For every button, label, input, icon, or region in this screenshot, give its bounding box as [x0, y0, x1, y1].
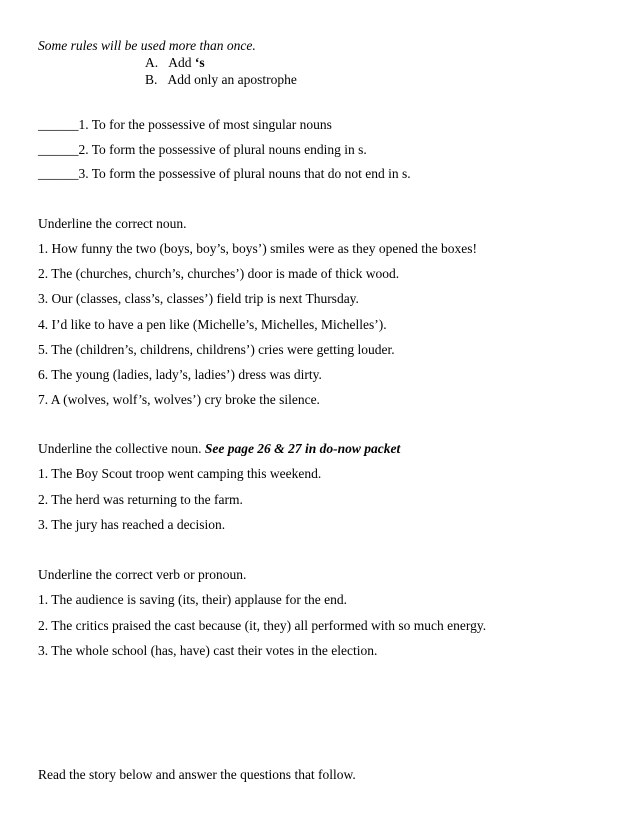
list-item: 4. I’d like to have a pen like (Michelle’s, Michelles, Michelles’).	[38, 317, 387, 332]
section2-heading	[38, 441, 400, 457]
rule-bold: ‘s	[194, 55, 205, 70]
blank-item[interactable]	[38, 117, 332, 133]
section2-heading-text: Underline the collective noun.	[38, 441, 205, 456]
blank-item[interactable]	[38, 142, 367, 158]
rule-a	[145, 55, 205, 71]
rule-text: Add only an apostrophe	[167, 72, 297, 87]
rule-letter: B.	[145, 72, 158, 87]
rule-letter: A.	[145, 55, 159, 70]
intro-text: Some rules will be used more than once.	[38, 38, 256, 53]
section1-heading: Underline the correct noun.	[38, 216, 187, 231]
answer-blank[interactable]: ______	[38, 142, 79, 157]
blank-item-text: 3. To form the possessive of plural nouns that do not end in s.	[78, 166, 411, 181]
blank-item-text: 2. To form the possessive of plural nouns ending in s.	[78, 142, 367, 157]
section3-heading: Underline the correct verb or pronoun.	[38, 567, 247, 582]
list-item: 6. The young (ladies, lady’s, ladies’) dress was dirty.	[38, 367, 322, 382]
list-item: 5. The (children’s, childrens, childrens’) cries were getting louder.	[38, 342, 395, 357]
rule-text: Add	[168, 55, 195, 70]
blank-item[interactable]	[38, 166, 411, 182]
list-item: 1. How funny the two (boys, boy’s, boys’) smiles were as they opened the boxes!	[38, 241, 478, 256]
list-item: 3. The whole school (has, have) cast their votes in the election.	[38, 643, 378, 658]
answer-blank[interactable]: ______	[38, 117, 79, 132]
list-item: 2. The herd was returning to the farm.	[38, 492, 243, 507]
rule-b	[145, 72, 297, 88]
list-item: 2. The critics praised the cast because (it, they) all performed with so much energy.	[38, 618, 487, 633]
list-item: 7. A (wolves, wolf’s, wolves’) cry broke the silence.	[38, 392, 320, 407]
list-item: 2. The (churches, church’s, churches’) door is made of thick wood.	[38, 266, 400, 281]
section2-note: See page 26 & 27 in do-now packet	[204, 441, 401, 456]
list-item: 1. The audience is saving (its, their) applause for the end.	[38, 592, 348, 607]
list-item: 1. The Boy Scout troop went camping this weekend.	[38, 466, 322, 481]
answer-blank[interactable]: ______	[38, 166, 79, 181]
blank-item-text: 1. To for the possessive of most singular nouns	[78, 117, 332, 132]
list-item: 3. The jury has reached a decision.	[38, 517, 226, 532]
list-item: 3. Our (classes, class’s, classes’) field trip is next Thursday.	[38, 291, 359, 306]
footer-instruction: Read the story below and answer the questions that follow.	[38, 767, 356, 782]
